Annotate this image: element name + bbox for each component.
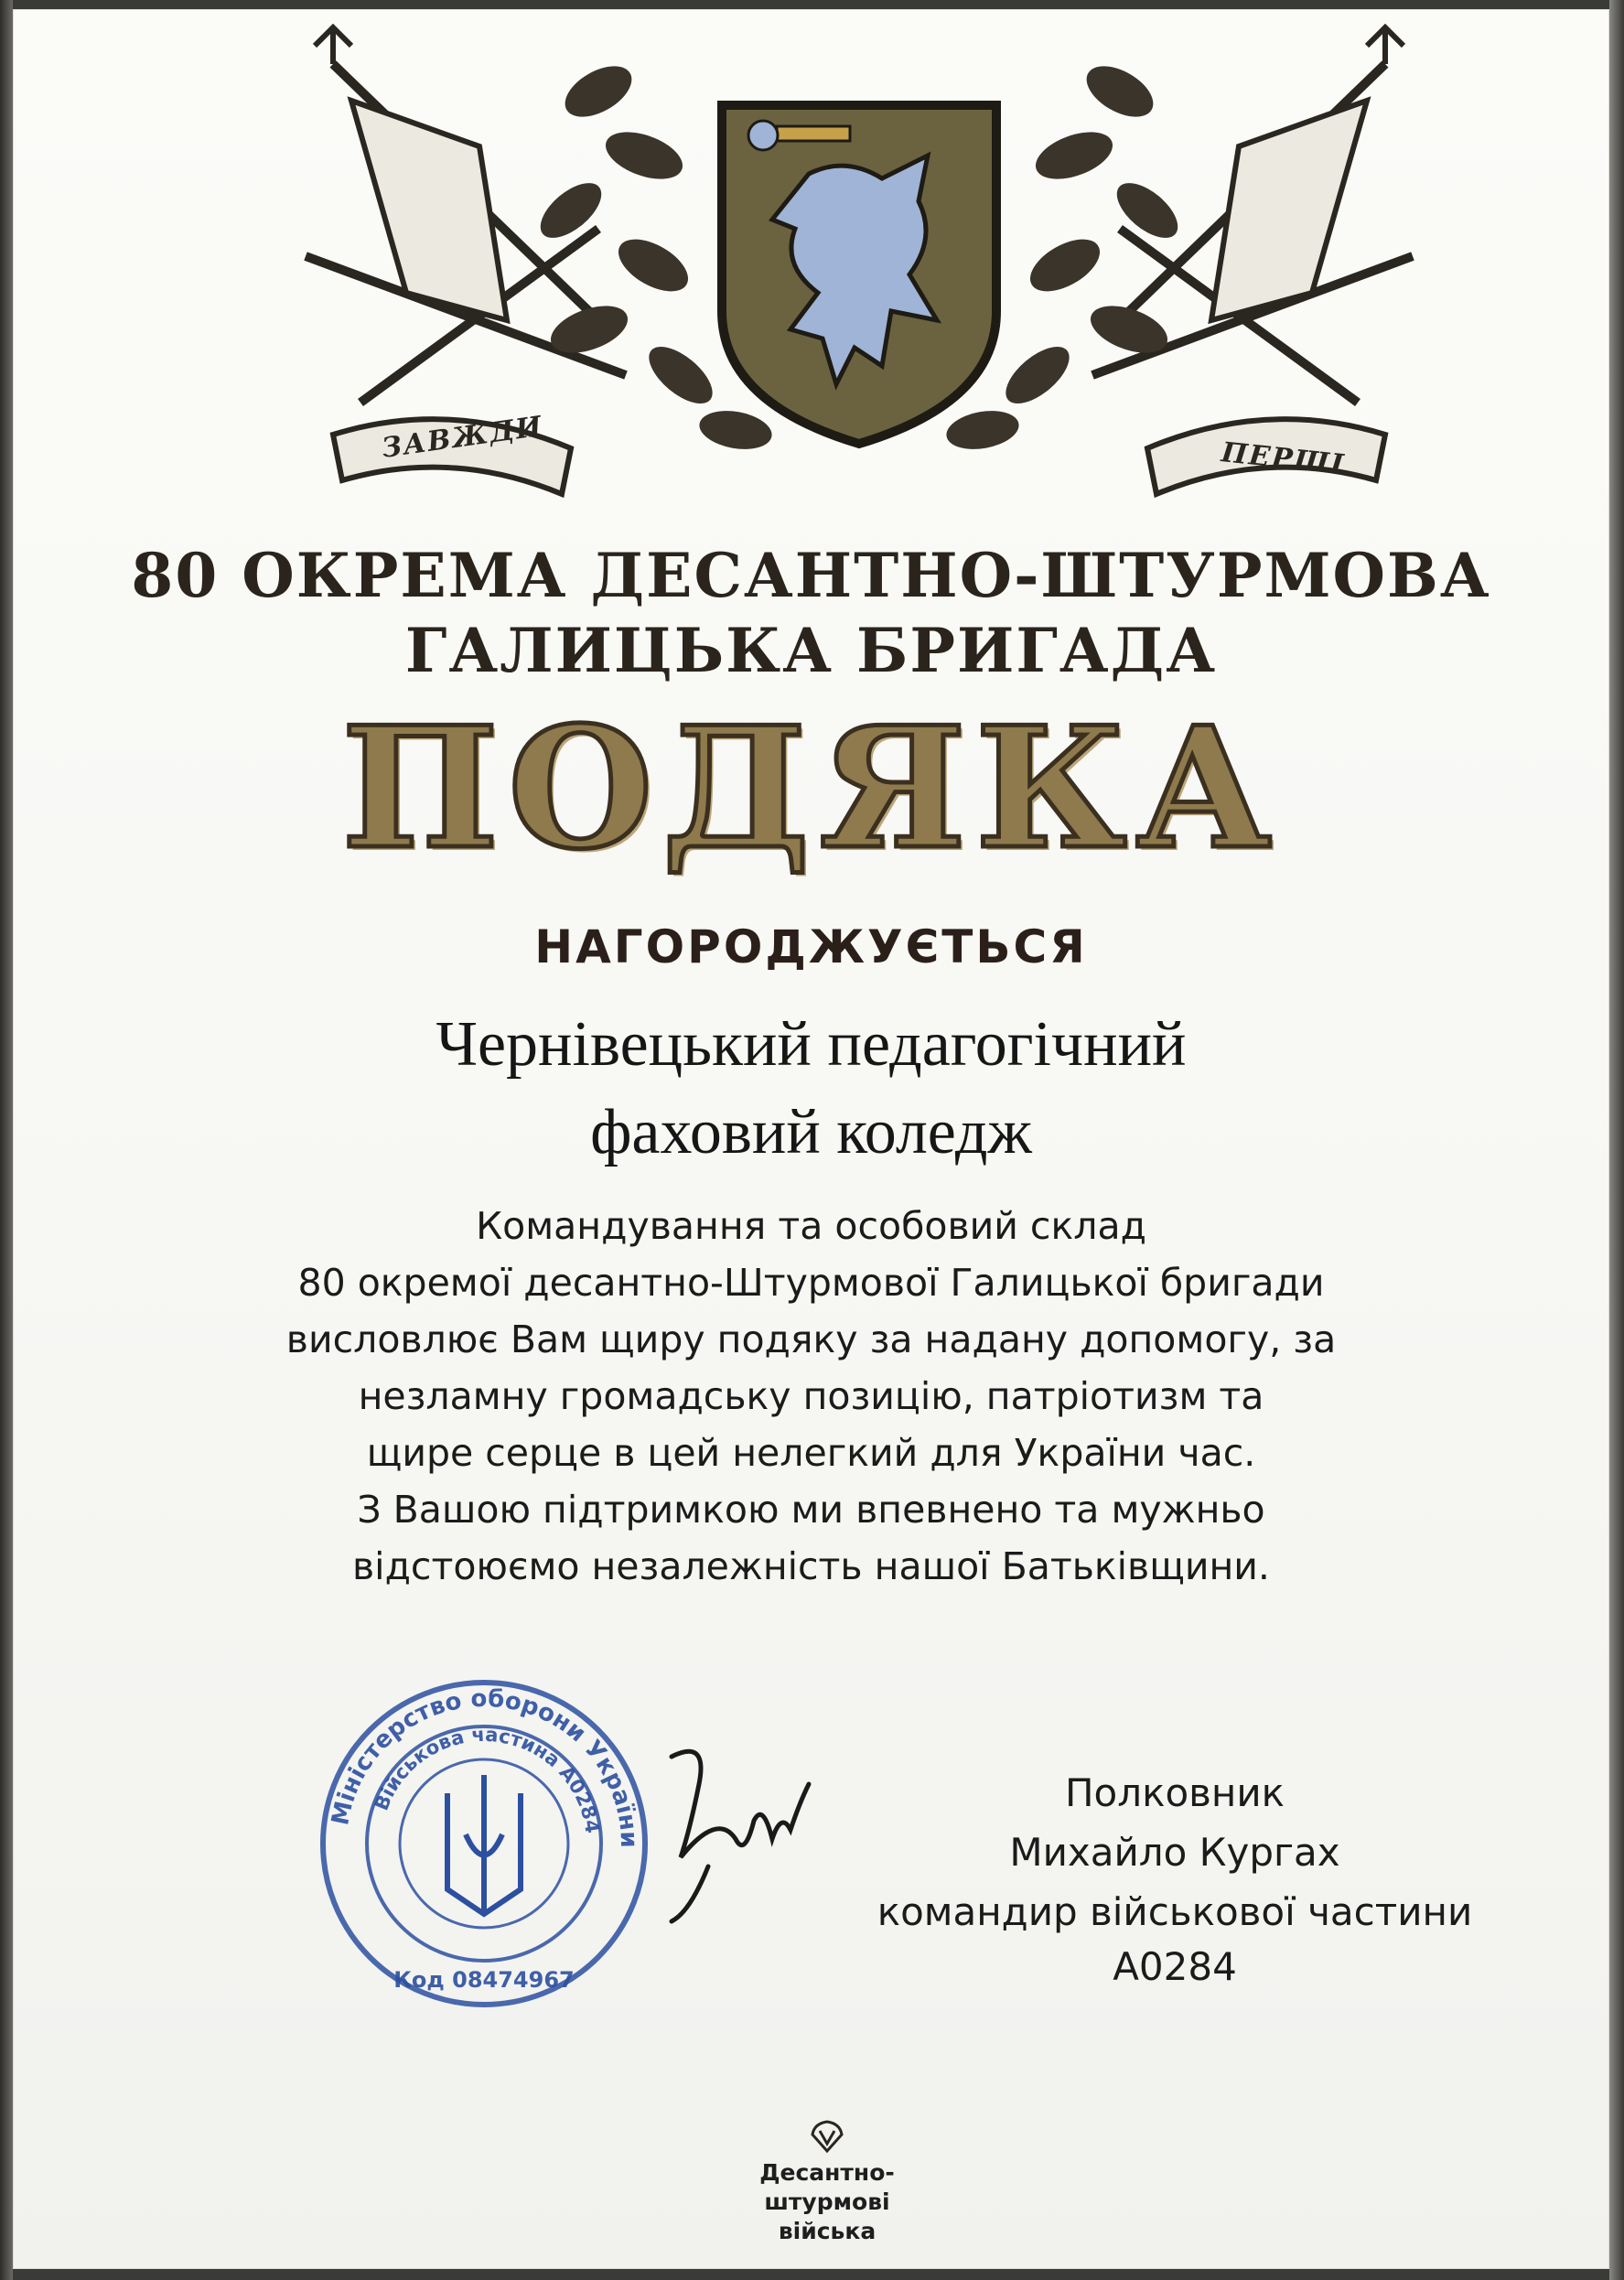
photo-edge-right — [1609, 0, 1624, 2280]
footer-line3: війська — [778, 2218, 877, 2244]
motto-left-text: ЗАВЖДИ — [380, 410, 546, 465]
brigade-name-line1: 80 ОКРЕМА ДЕСАНТНО-ШТУРМОВА — [131, 540, 1491, 611]
body-line: 80 окремої десантно-Штурмової Галицької бригади — [297, 1261, 1325, 1305]
signer-position: командир військової частини — [877, 1889, 1473, 1934]
body-line: відстоюємо незалежність нашої Батьківщини. — [352, 1544, 1270, 1588]
trident-icon — [447, 1775, 521, 1914]
signer-rank: Полковник — [1064, 1770, 1285, 1815]
body-line: Командування та особовий склад — [476, 1204, 1146, 1248]
airborne-assault-icon — [809, 2118, 845, 2155]
footer-line2: штурмові — [764, 2189, 890, 2215]
recipient-line1: Чернівецький педагогічний — [436, 1009, 1187, 1080]
awarded-label: НАГОРОДЖУЄТЬСЯ — [534, 920, 1088, 973]
stamp-inner-text: Військова частина А0284 — [370, 1723, 604, 1835]
footer-line1: Десантно- — [759, 2159, 895, 2186]
body-line: висловлює Вам щиру подяку за надану допомогу, за — [285, 1317, 1337, 1361]
brigade-emblem — [296, 18, 1422, 531]
body-line: незламну громадську позицію, патріотизм та — [358, 1374, 1264, 1418]
photo-edge-left — [0, 0, 13, 2280]
document-title: ПОДЯКА — [341, 690, 1281, 886]
stamp-code-text: Код 08474967 — [393, 1967, 575, 1993]
body-line: щире серце в цей нелегкий для України час. — [366, 1431, 1256, 1475]
signer-unit: А0284 — [1113, 1944, 1237, 1989]
official-stamp — [315, 1674, 653, 2013]
body-line: З Вашою підтримкою ми впевнено та мужньо — [357, 1488, 1265, 1532]
signature — [653, 1729, 818, 1930]
recipient-line2: фаховий коледж — [590, 1097, 1032, 1167]
signer-name: Михайло Кургах — [1009, 1830, 1340, 1875]
stamp-outer-text: Міністерство оборони України — [327, 1684, 643, 1849]
certificate-sheet — [13, 9, 1609, 2269]
brigade-name-line2: ГАЛИЦЬКА БРИГАДА — [404, 615, 1218, 686]
motto-right-text: ПЕРШІ — [1220, 436, 1347, 482]
